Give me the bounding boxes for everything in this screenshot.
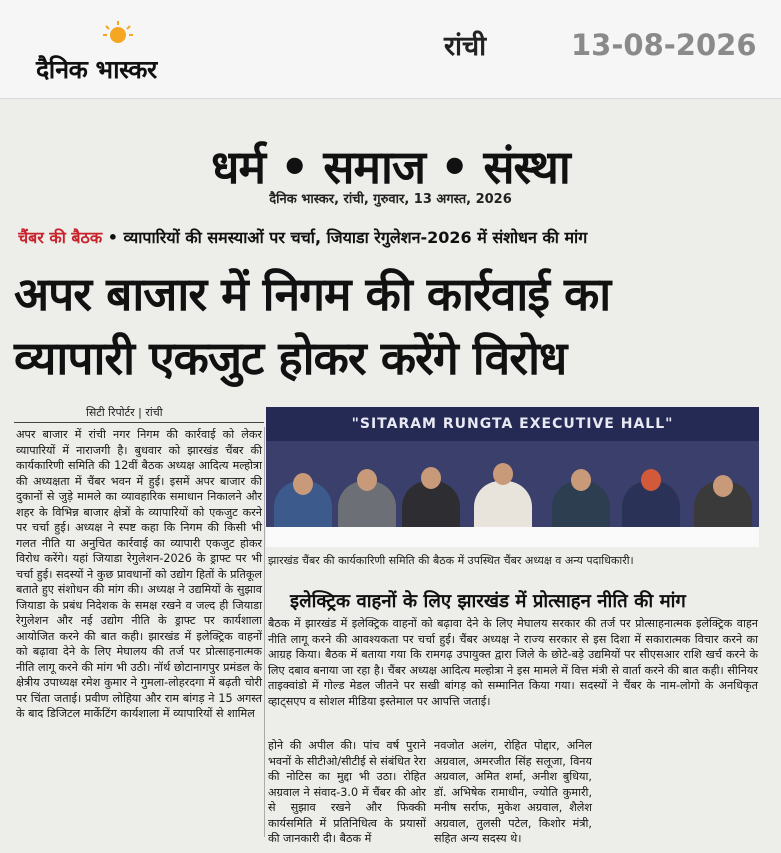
kicker-label: चैंबर की बैठक [18,228,103,247]
photo-caption: झारखंड चैंबर की कार्यकारिणी समिति की बैठक में उपस्थित चैंबर अध्यक्ष व अन्य पदाधिकारी। [268,554,634,567]
section-title: धर्म • समाज • संस्था [211,140,570,194]
article-body-column-4: नवजोत अलंग, रोहित पोद्दार, अनिल अग्रवाल, अमरजीत सिंह सलूजा, विनय अग्रवाल, अमित शर्मा, अनीश बुधिया, डॉ. अभिषेक रामाधीन, ज्योति कुमारी, मनीष सर्राफ, मुकेश अग्रवाल, शैलेश अग्रवाल, तुलसी पटेल, किशोर मंत्री, सहित अन्य सदस्य थे। [434,739,592,845]
person-head [421,467,441,489]
article-body-column-1: अपर बाजार में रांची नगर निगम की कार्रवाई को लेकर व्यापारियों में नाराजगी है। बुधवार को झारखंड चैंबर की कार्यकारिणी समिति की 12वीं बैठक अध्यक्ष आदित्य मल्होत्रा की अध्यक्षता में चैंबर भवन में हुई। इसमें अपर बाजार की दुकानों से जुड़े मामले का व्यावहारिक समाधान निकालने और शहर के विभिन्न बाजार क्षेत्रों के व्यापारियों को एकजुट करने पर चर्चा हुई। अध्यक्ष ने स्पष्ट कहा कि निगम की किसी भी गलत नीति या अनुचित कार्रवाई का व्यापारी एकजुट होकर विरोध करेंगे। यहां जियाडा रेगुलेशन-2026 के ड्राफ्ट पर भी चर्चा हुई। सदस्यों ने कुछ प्रावधानों को उद्योग हितों के प्रतिकूल बताते हुए संशोधन की मांग की। अध्यक्ष ने उद्यमियों के सुझाव जियाडा के प्रबंध निदेशक के समक्ष रखने व जल्द ही जियाडा रेगुलेशन और नई उद्योग नीति के ड्राफ्ट पर कार्यशाला आयोजित करने की बात कही। झारखंड में इलेक्ट्रिक वाहनों को बढ़ावा देने के लिए मेघालय की तर्ज पर प्रोत्साहनात्मक नीति लागू करने की मांग भी उठी। नॉर्थ छोटानागपुर प्रमंडल के क्षेत्रीय उपाध्यक्ष रमेश कुमार ने गुमला-लोहरदगा में बढ़ती चोरी पर चिंता जताई। प्रवीण लोहिया और राम बांगड़ ने 15 अगस्त के बाद डिजिटल मार्केटिंग कार्यशाला में व्यापारियों से शामिल [16,428,262,720]
photo-banner: "SITARAM RUNGTA EXECUTIVE HALL" [266,407,759,441]
sun-logo-icon [103,20,133,46]
edition-date[interactable]: 13-08-2026 [571,28,757,62]
person-head [293,473,313,495]
headline-line-2: व्यापारी एकजुट होकर करेंगे विरोध [14,331,567,385]
edition-city[interactable]: रांची [444,31,487,62]
person-head [713,475,733,497]
divider [14,422,264,423]
conference-table [266,527,759,547]
dateline: दैनिक भास्कर, रांची, गुरुवार, 13 अगस्त, 2026 [269,192,512,207]
kicker [18,226,778,248]
article-body-column-2: बैठक में झारखंड में इलेक्ट्रिक वाहनों को बढ़ावा देने के लिए मेघालय सरकार की तर्ज पर प्रोत्साहनात्मक इलेक्ट्रिक वाहन नीति लागू करने की आवश्यकता पर चर्चा हुई। चैंबर अध्यक्ष ने राज्य सरकार से इस दिशा में सकारात्मक विचार करने का आग्रह किया। बैठक में बताया गया कि रामगढ़ उपायुक्त द्वारा जिले के छोटे-बड़े उद्यमियों पर सीएसआर राशि खर्च करने के लिए दबाव बनाया जा रहा है। चैंबर अध्यक्ष आदित्य मल्होत्रा ने इस मामले में वित्त मंत्री से वार्ता करने की बात कही। सीनियर ताइक्वांडो में गोल्ड मेडल जीतने पर सखी बांगड़ को सम्मानित किया गया। सदस्यों ने चैंबर के नाम-लोगो के अनधिकृत व्हाट्सएप व सोशल मीडिया इस्तेमाल पर आपत्ति जताई। [268,617,758,708]
kicker-text: • व्यापारियों की समस्याओं पर चर्चा, जियाडा रेगुलेशन-2026 में संशोधन की मांग [102,228,588,247]
person-head [357,469,377,491]
byline: सिटी रिपोर्टर | रांची [86,406,163,419]
person-head [641,469,661,491]
subheadline: इलेक्ट्रिक वाहनों के लिए झारखंड में प्रोत्साहन नीति की मांग [290,591,686,612]
app-header [0,0,781,99]
meeting-photo [266,407,759,547]
article-body-column-3: होने की अपील की। पांच वर्ष पुराने भवनों के सीटीओ/सीटीई से संबंधित रेरा की नोटिस का मुद्दा भी उठा। रोहित अग्रवाल ने संवाद-3.0 में चैंबर की ओर से सुझाव रखने और फिक्की कार्यसमिति में प्रतिनिधित्व के प्रयासों की जानकारी दी। बैठक में [268,739,426,845]
person-head [571,469,591,491]
person-head [493,463,513,485]
headline-line-1: अपर बाजार में निगम की कार्रवाई का [14,267,611,321]
column-divider [264,427,265,837]
logo-text: दैनिक भास्कर [36,55,157,84]
dainik-bhaskar-logo[interactable] [28,18,218,88]
